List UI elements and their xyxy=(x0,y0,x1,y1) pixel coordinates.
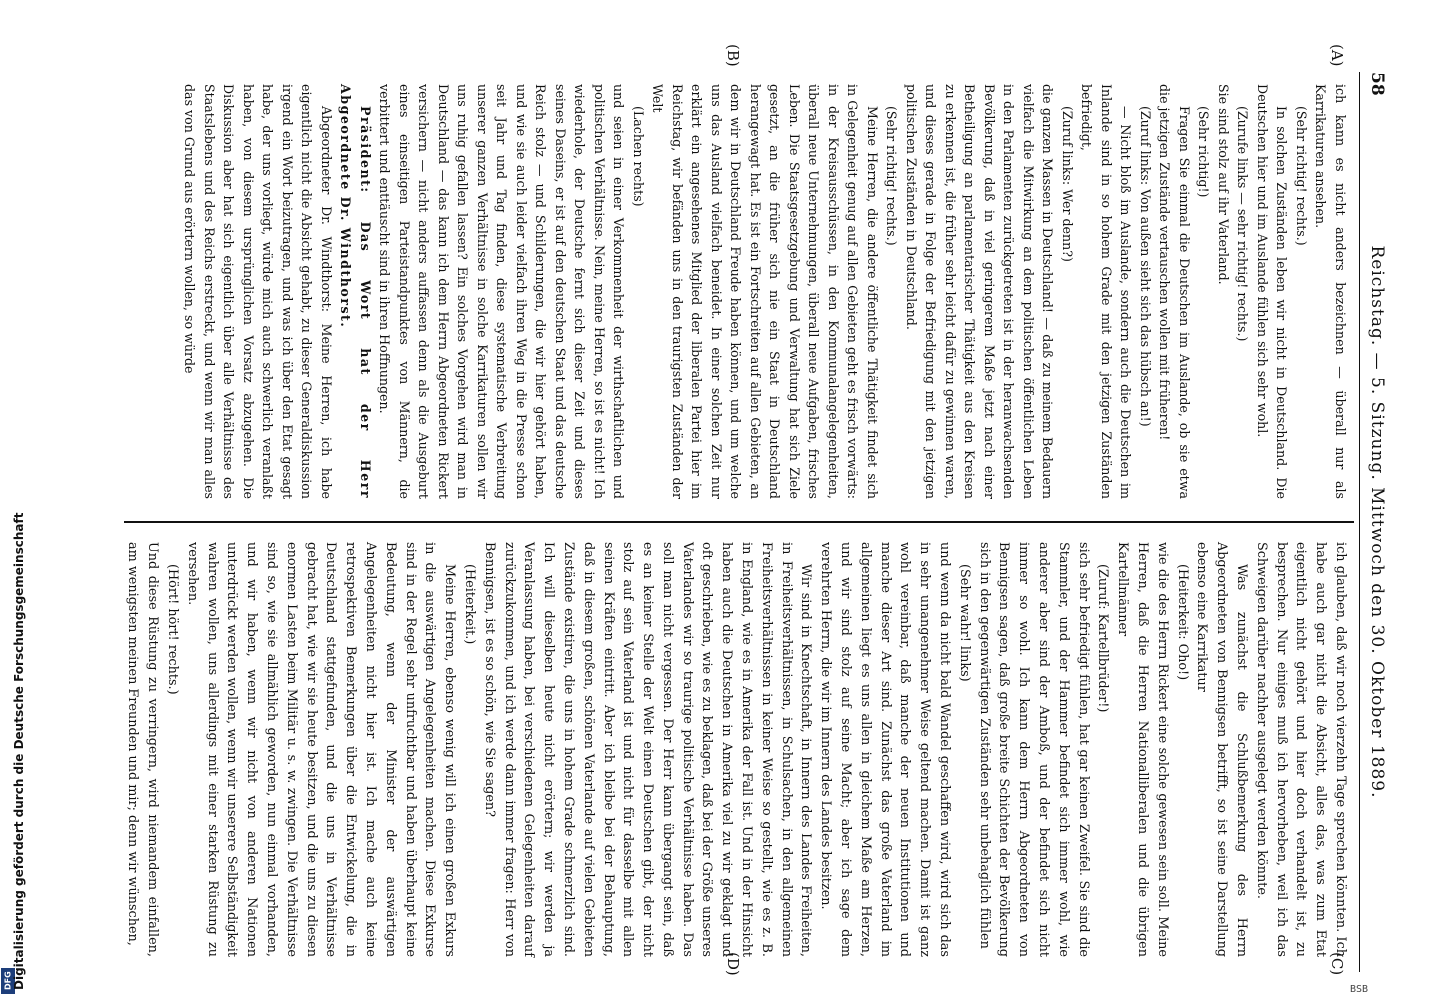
right-paragraph: wie die des Herrn Rickert eine solche gewesen sein soll. Meine Herren, daß die Herren Nationalliberalen und die übrigen Kartellmänner xyxy=(1115,542,1170,957)
left-paragraph: Meine Herren, die andere öffentliche Thätigkeit findet sich in Gelegenheit genug auf allen Gebieten geht es frisch vorwärts: in der Kreisausschüssen, in den Kommunalangelegenheiten, überall neue Unternehmungen, überall neue Aufgaben, frisches Leben. Die Staatsgesetzgebung und Verwaltung hat sich Ziele gesetzt, an die früher sich nie ein Staat in Deutschland herangewagt hat. Es ist ein Fortschreiten auf allen Gebieten, an dem wir in Deutschland Freude haben können, und um welche uns das Ausland vielfach beneidet. In einer solchen Zeit nur erklärt ein angesehenes Mitglied der liberalen Partei hier im Reichstag, wir befänden uns in den traurigsten Zuständen der Welt xyxy=(650,84,880,499)
page-header xyxy=(1359,72,1390,972)
margin-mark-a: (A) xyxy=(1328,44,1346,67)
left-interjection: (Zurufe links — sehr richtig! rechts.) xyxy=(1235,106,1251,342)
right-paragraph: sich sehr befriedigt fühlen, hat gar keinen Zweifel. Sie sind die Stammler, und der Hammer befindet sich immer wohl, wie anderer aber sind der Amboß, und der befindet sich nicht immer so wohl. Ich kann dem Herrn Abgeordneten von Bennigsen sagen, daß große breite Schichten der Bevölkerung sich in den gegenwärtigen Zuständen sehr unbehaglich fühlen xyxy=(976,542,1091,957)
left-paragraph: Abgeordneter Dr. Windthorst: Meine Herren, ich habe eigentlich nicht die Absicht gehabt, zu dieser Generaldiskussion irgend ein Wort beizutragen, und was ich über den Etat gesagt habe, der uns vorliegt, würde mich auch schwerlich veranlaßt haben, von diesem ursprünglichen Vorsatz abzugehen. Die Diskussion aber hat sich eigentlich über alle Verhältnisse des Staatslebens und des Reichs erstreckt, und wenn wir man alles das von Grund aus erörtern wollen, so würde xyxy=(182,84,334,499)
left-paragraph: — Nicht bloß im Auslande, sondern auch die Deutschen im Inlande sind in so hohem Grade mit den jetzigen Zuständen befriedigt, xyxy=(1079,84,1134,499)
left-interjection: (Zuruf links: Wer denn?) xyxy=(1060,106,1075,262)
left-paragraph: und seien in einer Verkommenheit der wirthschaftlichen und politischen Verhältnisse. Nein, meine Herren, so ist es nicht! Ich wiederhole, der Deutsche fernt sich dieser Zeit und dieses seines Daseins, er ist auf den deutschen Staat und das deutsche Reich stolz — und Schilderungen, die wir hier gehört haben, und wie sie auch leider vielfach ihren Weg in die Presse schon seit Jahr und Tag finden, diese systematische Verbreitung unserer ganzen Verhältnisse in solche Karrikaturen sollen wir uns ruhig gefallen lassen? Ein solches Vorgehen wird man in Deutschland — das kann ich dem Herrn Abgeordneten Rickert versichern — nicht anders auffassen denn als die Ausgeburt eines einseitigen Parteistandpunktes von Männern, die verbittert und enttäuscht sind in ihren Hoffnungen. xyxy=(377,84,627,499)
dfg-logo: DFG xyxy=(1,968,15,994)
left-interjection: (Lachen rechts) xyxy=(631,106,646,207)
right-interjection: (Heiterkeit.) xyxy=(461,564,477,645)
page-number: 58 xyxy=(1367,72,1387,96)
right-paragraph: und wenn da nicht bald Wandel geschaffen wird, wird sich das in sehr unangenehmer Weise geltend machen. Damit ist ganz wohl vereinbar, daß manche der neuen Institutionen und manche dieser Art sind. Zunächst das große Vaterland im allgemeinen liegt es uns allen in gleichem Maße am Herzen, und wir sind stolz auf seine Macht; aber ich sage dem verehrten Herrn, die wir im Innern des Landes besitzen. xyxy=(818,542,953,957)
column-divider xyxy=(124,521,1354,523)
left-text-column xyxy=(180,84,1350,499)
right-paragraph: Was zunächst die Schlußbemerkung des Herrn Abgeordneten von Bennigsen betrifft, so ist seine Darstellung ebenso eine Karrikatur xyxy=(1194,542,1250,957)
right-interjection: (Sehr wahr! links) xyxy=(956,564,972,682)
right-interjection: (Hört! hört! rechts.) xyxy=(164,564,180,695)
corner-signature: BSB xyxy=(1350,984,1369,995)
left-speaker-line: Präsident: Das Wort hat der Herr Abgeordnete Dr. Windthorst. xyxy=(338,84,373,499)
left-interjection: (Zuruf links: Von außen sieht sich das hübsch an!) xyxy=(1138,106,1153,427)
left-paragraph: die ganzen Massen in Deutschland! — daß zu meinem Bedauern vielfach die Mitwirkung an dem politischen öffentlichen Leben in den Parlamenten zurückgetreten ist in der heranwachsenden Bevölkerung, daß in viel geringerem Maße jetzt nach einer Betheiligung an parlamentarischer Thätigkeit aus den Kreisen zu erkennen ist, die früher sehr leicht dafür zu gewinnen waren, und dieses gerade in Folge der Befriedigung mit den jetzigen politischen Zuständen in Deutschland. xyxy=(904,84,1056,499)
left-paragraph: In solchen Zuständen leben wir nicht in Deutschland. Die Deutschen hier und im Auslande fühlen sich sehr wohl. xyxy=(1255,84,1290,499)
left-interjection: (Sehr richtig! rechts.) xyxy=(1294,106,1309,246)
rotated-document-page xyxy=(100,44,1390,976)
right-interjection: (Zuruf: Kartellbrüder!) xyxy=(1095,564,1111,713)
digitization-note: Digitalisierung gefördert durch die Deutsche Forschungsgemeinschaft xyxy=(12,512,26,990)
running-title: Reichstag. — 5. Sitzung. Mittwoch den 30. Oktober 1889. xyxy=(1367,245,1387,799)
right-paragraph: ich glauben, daß wir noch vierzehn Tage sprechen könnten. Ich habe auch gar nicht die Absicht, alles das, was zum Etat eigentlich nicht gehört und hier doch verhandelt ist, zu besprechen. Nur einiges muß ich hervorheben, weil ich das Schweigen darüber nachher ausgelegt werden könnte. xyxy=(1253,542,1348,957)
margin-mark-b: (B) xyxy=(724,44,742,67)
left-paragraph: Sie sind stolz auf ihr Vaterland. xyxy=(1216,84,1231,285)
margin-mark-c: (C) xyxy=(1328,952,1346,976)
left-paragraph: ich kann es nicht anders bezeichnen — überall nur als Karrikaturen ansehen. xyxy=(1313,84,1348,499)
right-interjection: (Heiterkeit: Oho!) xyxy=(1174,564,1190,681)
right-paragraph: Und diese Rüstung zu verringern, wird niemandem einfallen, am wenigsten meinen Freunden und mir; denn wir wünschen, xyxy=(125,542,161,957)
left-interjection: (Sehr richtig!) xyxy=(1196,106,1212,198)
left-interjection: (Sehr richtig! rechts.) xyxy=(884,106,900,246)
right-text-column xyxy=(123,542,1350,957)
left-paragraph: Fragen Sie einmal die Deutschen im Auslande, ob sie etwa die jetzigen Zustände vertauschen wollen mit früheren! xyxy=(1157,84,1192,499)
right-paragraph: Wir sind in Knechtschaft, in Innern des Landes Freiheiten, in Freiheitsverhältnissen, in Schulsachen, in den allgemeinen Freiheitsverhältnissen in keiner Weise so gestellt, wie es z. B. in England, wie es in Amerika der Fall ist. Und in der Hinsicht haben auch die Deutschen in Amerika viel zu wir geklagt und oft geschrieben, wie es zu beklagen, daß bei der Größe unseres Vaterlandes wir so traurige politische Verhältnisse haben. Das soll man nicht vergessen. Der Herr kann übergangt sein, daß es an keiner Stelle der Welt einen Deutschen gibt, der nicht stolz auf sein Vaterland ist und nicht für dasselbe mit allen seinen Kräften eintritt. Aber ich bleibe bei der Behauptung, daß in diesem großen, schönen Vaterlande auf vielen Gebieten Zustände existiren, die uns in hohem Grade schmerzlich sind. Ich will dieselben heute nicht erörtern; wir werden ja Veranlassung haben, bei verschiedenen Gelegenheiten darauf zurückzukommen, und ich werde dann immer fragen: Herr von Bennigsen, ist es so schön, wie Sie sagen? xyxy=(481,542,814,957)
right-paragraph: Meine Herren, ebenso wenig will ich einen großen Exkurs in die auswärtigen Angelegenheiten machen. Diese Exkurse sind in der Regel sehr unfruchtbar und haben überhaupt keine Bedeutung, wenn der Minister der auswärtigen Angelegenheiten nicht hier ist. Ich mache auch keine retrospektiven Bemerkungen über die Entwickelung, die in Deutschland stattgefunden, und die uns in Verhältnisse gebracht hat, wie wir sie heute besitzen, und die uns zu diesen enormen Lasten beim Militär u. s. w. zwingen. Die Verhältnisse sind so, wie sie allmählich geworden, nun einmal vorhanden, und wir haben, wenn wir nicht von anderen Nationen unterdrückt werden wollen, wenn wir unserere Selbständigkeit wahren wollen, uns allerdings mit einer starken Rüstung zu versehen. xyxy=(184,542,458,957)
margin-mark-d: (D) xyxy=(724,952,742,976)
